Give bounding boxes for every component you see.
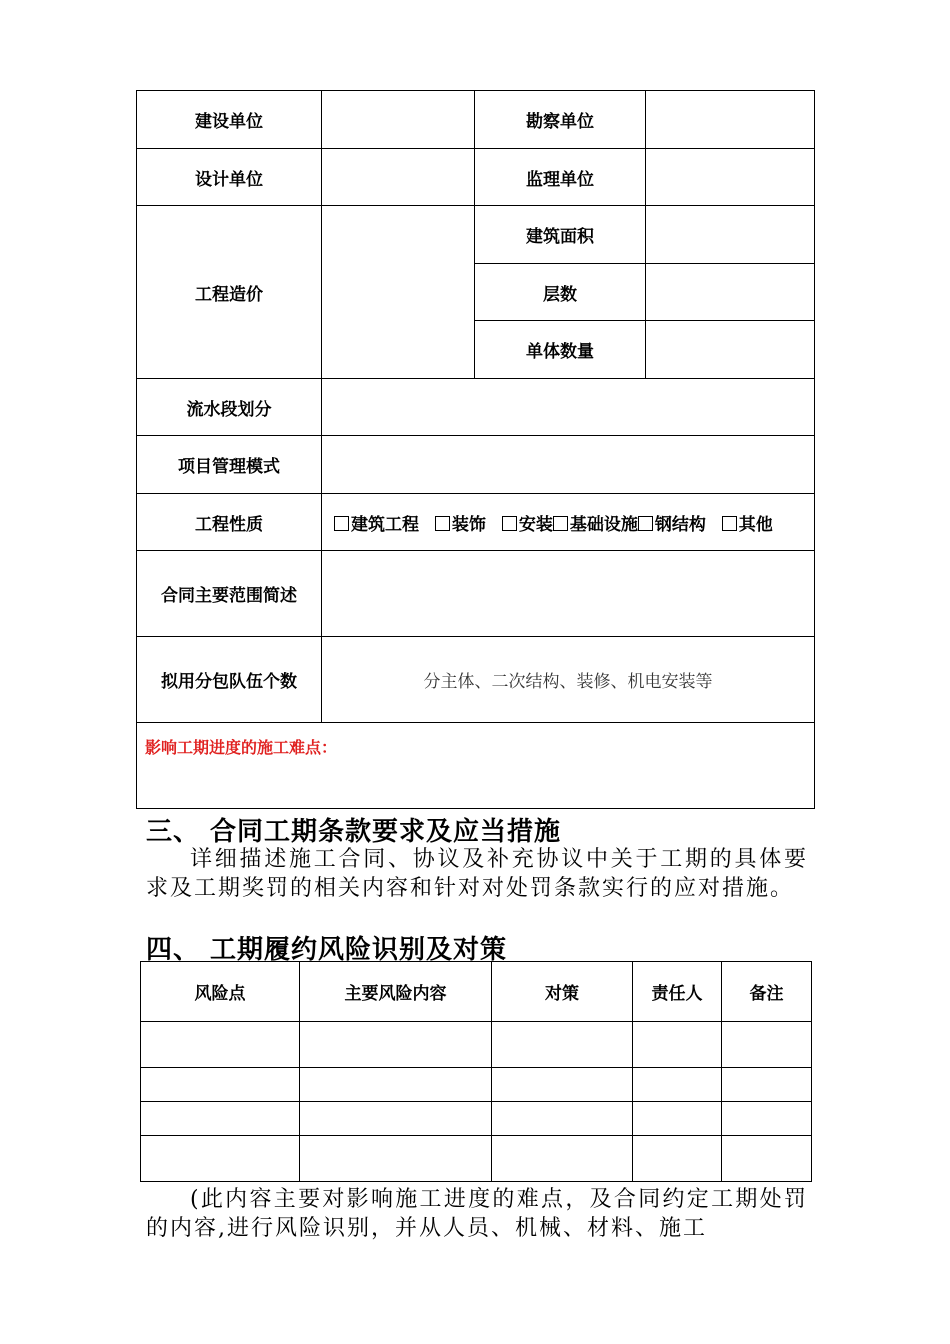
- management-mode-value[interactable]: [322, 436, 815, 494]
- construction-unit-label: 建设单位: [137, 91, 322, 149]
- table-cell[interactable]: [492, 1136, 633, 1182]
- contract-scope-label: 合同主要范围简述: [137, 551, 322, 637]
- supervision-unit-value[interactable]: [646, 149, 815, 206]
- unit-count-label: 单体数量: [475, 321, 646, 379]
- floors-value[interactable]: [646, 264, 815, 321]
- subcontract-label: 拟用分包队伍个数: [137, 637, 322, 723]
- table-cell[interactable]: [722, 1068, 812, 1102]
- table-row: [141, 1068, 812, 1102]
- option-decoration[interactable]: [435, 515, 486, 535]
- option-label: 其他: [738, 514, 773, 535]
- option-other[interactable]: [722, 515, 773, 535]
- table-cell[interactable]: [300, 1136, 492, 1182]
- table-cell[interactable]: [141, 1102, 300, 1136]
- option-label: 基础设施: [569, 514, 638, 535]
- section-3-title: 三、 合同工期条款要求及应当措施: [146, 817, 562, 847]
- option-label: 建筑工程: [351, 514, 419, 535]
- risk-table: [140, 961, 812, 1182]
- survey-unit-label: 勘察单位: [475, 91, 646, 149]
- table-cell[interactable]: [300, 1102, 492, 1136]
- difficulty-label: 影响工期进度的施工难点：: [145, 738, 338, 757]
- project-nature-options: [322, 494, 815, 551]
- project-cost-label: 工程造价: [137, 206, 322, 379]
- table-cell[interactable]: [141, 1136, 300, 1182]
- risk-header-point: 风险点: [141, 962, 300, 1022]
- design-unit-label: 设计单位: [137, 149, 322, 206]
- option-label: 装饰: [451, 514, 486, 535]
- management-mode-label: 项目管理模式: [137, 436, 322, 494]
- flow-section-value[interactable]: [322, 379, 815, 436]
- project-info-table: [136, 90, 815, 809]
- contract-scope-value[interactable]: [322, 551, 815, 637]
- checkbox-icon[interactable]: [502, 516, 517, 531]
- checkbox-icon[interactable]: [435, 516, 450, 531]
- table-cell[interactable]: [300, 1022, 492, 1068]
- risk-header-owner: 责任人: [633, 962, 722, 1022]
- option-building[interactable]: [334, 515, 419, 535]
- option-label: 钢结构: [654, 514, 706, 535]
- table-row: [141, 1022, 812, 1068]
- checkbox-icon[interactable]: [334, 516, 349, 531]
- table-cell[interactable]: [722, 1102, 812, 1136]
- table-cell[interactable]: [492, 1102, 633, 1136]
- subcontract-value[interactable]: 分主体、二次结构、装修、机电安装等: [322, 637, 815, 723]
- table-cell[interactable]: [633, 1136, 722, 1182]
- table-row: [141, 1136, 812, 1182]
- table-cell[interactable]: [141, 1022, 300, 1068]
- table-cell[interactable]: [633, 1022, 722, 1068]
- flow-section-label: 流水段划分: [137, 379, 322, 436]
- design-unit-value[interactable]: [322, 149, 475, 206]
- table-cell[interactable]: [492, 1068, 633, 1102]
- supervision-unit-label: 监理单位: [475, 149, 646, 206]
- table-row: [141, 1102, 812, 1136]
- risk-header-remark: 备注: [722, 962, 812, 1022]
- table-cell[interactable]: [722, 1136, 812, 1182]
- unit-count-value[interactable]: [646, 321, 815, 379]
- building-area-label: 建筑面积: [475, 206, 646, 264]
- project-nature-label: 工程性质: [137, 494, 322, 551]
- checkbox-icon[interactable]: [553, 516, 568, 531]
- option-infrastructure[interactable]: [553, 515, 638, 535]
- checkbox-icon[interactable]: [722, 516, 737, 531]
- option-installation[interactable]: [502, 515, 553, 535]
- option-label: 安装: [518, 514, 553, 535]
- table-cell[interactable]: [722, 1022, 812, 1068]
- project-cost-value[interactable]: [322, 206, 475, 379]
- building-area-value[interactable]: [646, 206, 815, 264]
- section-4-title: 四、 工期履约风险识别及对策: [146, 935, 508, 965]
- floors-label: 层数: [475, 264, 646, 321]
- checkbox-icon[interactable]: [638, 516, 653, 531]
- option-steel-structure[interactable]: [638, 515, 706, 535]
- table-cell[interactable]: [300, 1068, 492, 1102]
- table-cell[interactable]: [633, 1102, 722, 1136]
- table-cell[interactable]: [141, 1068, 300, 1102]
- risk-header-content: 主要风险内容: [300, 962, 492, 1022]
- section-3-body: 详细描述施工合同、协议及补充协议中关于工期的具体要求及工期奖罚的相关内容和针对对处罚条款实行的应对措施。: [146, 847, 808, 901]
- construction-difficulty-field[interactable]: [137, 723, 815, 809]
- construction-unit-value[interactable]: [322, 91, 475, 149]
- survey-unit-value[interactable]: [646, 91, 815, 149]
- risk-note: (此内容主要对影响施工进度的难点，及合同约定工期处罚的内容,进行风险识别，并从人员、机械、材料、施工: [146, 1187, 808, 1241]
- table-cell[interactable]: [633, 1068, 722, 1102]
- risk-header-measure: 对策: [492, 962, 633, 1022]
- table-cell[interactable]: [492, 1022, 633, 1068]
